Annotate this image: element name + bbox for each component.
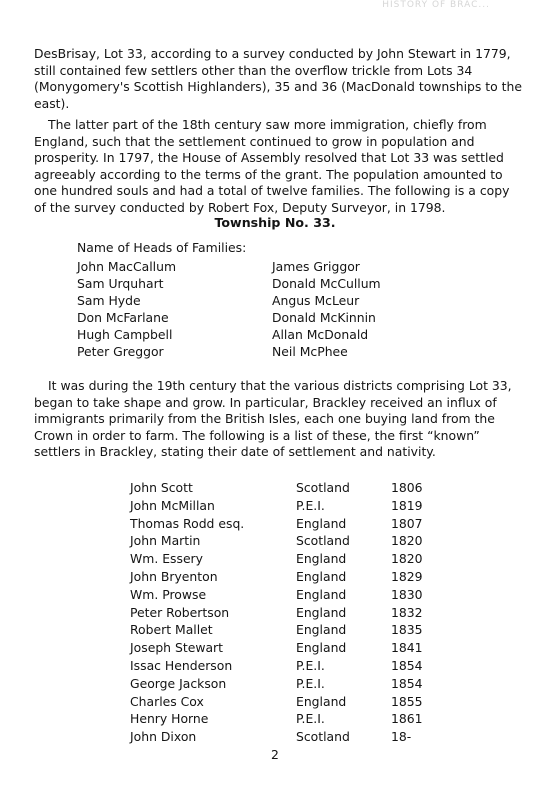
family-head: Peter Greggor [77,344,164,359]
settler-name: Wm. Essery [130,551,203,567]
settler-name: John Dixon [130,729,197,745]
settler-name: John Bryenton [130,568,218,584]
settler-name: Charles Cox [130,693,204,709]
settler-name: John McMillan [130,497,215,513]
settler-origin: England [296,640,347,656]
families-left-column [77,258,176,360]
family-head: Angus McLeur [272,293,360,308]
settler-origin: Scotland [296,533,350,549]
settler-origin: P.E.I. [296,675,325,691]
settler-name: Joseph Stewart [130,640,223,656]
settler-name: Thomas Rodd esq. [130,515,245,531]
family-head: Don McFarlane [77,310,169,325]
family-head: John MacCallum [77,259,177,274]
settler-year: 1854 [391,657,423,673]
paragraph-19th-century: It was during the 19th century that the various districts comprising Lot 33, began to take shape and grow. In particular, Brackley received an influx of immigrants primarily from the British Isles, each one buying land from the Crown in order to farm. The following is a list of these, the first “known” settlers in Brackley, stating their date of settlement and nativity. [34,378,512,459]
settler-year: 1861 [391,711,423,727]
settler-name: Henry Horne [130,711,209,727]
paragraph-18th-century: The latter part of the 18th century saw more immigration, chiefly from England, such that the settlement continued to grow in population and prosperity. In 1797, the House of Assembly resolved that Lot 33 was settled agreeably according to the terms of the grant. The population amounted to one hundred souls and had a total of twelve families. The following is a copy of the survey conducted by Robert Fox, Deputy Surveyor, in 1798. [34,117,510,215]
settler-origin: England [296,604,347,620]
settler-year: 1835 [391,622,423,638]
family-head: Neil McPhee [272,344,348,359]
family-head: Allan McDonald [272,327,369,342]
settler-origin: P.E.I. [296,711,325,727]
settler-year: 18- [391,729,412,745]
settler-year: 1820 [391,533,423,549]
settler-year: 1855 [391,693,423,709]
settler-origin: England [296,551,347,567]
settler-year: 1830 [391,586,423,602]
family-head: James Griggor [272,259,360,274]
paragraph-desbrisay: DesBrisay, Lot 33, according to a survey conducted by John Stewart in 1779, still contained few settlers other than the overflow trickle from Lots 34 (Monygomery's Scottish Highlanders), 35 and 36 (MacDonald townships to the east). [34,46,522,111]
family-head: Donald McCullum [272,276,381,291]
settler-year: 1807 [391,515,423,531]
bleed-through-header: HISTORY OF BRAC... [382,0,490,10]
settler-origin: England [296,622,347,638]
settler-name: John Martin [130,533,201,549]
township-heading: Township No. 33. [214,215,336,230]
settler-year: 1819 [391,497,423,513]
settler-year: 1841 [391,640,423,656]
settler-origin: England [296,515,347,531]
settler-origin: England [296,586,347,602]
settler-origin: Scotland [296,480,350,495]
settler-year: 1854 [391,675,423,691]
settler-origin: P.E.I. [296,657,325,673]
family-head: Sam Hyde [77,293,141,308]
settler-year: 1820 [391,551,423,567]
family-head: Sam Urquhart [77,276,164,291]
family-head: Hugh Campbell [77,327,173,342]
settler-name: Issac Henderson [130,657,233,673]
settler-name: George Jackson [130,675,227,691]
settler-year: 1806 [391,480,423,495]
settler-origin: Scotland [296,729,350,745]
family-head: Donald McKinnin [272,310,376,325]
settler-origin: England [296,693,347,709]
settler-name: John Scott [130,480,193,495]
settler-origin: P.E.I. [296,497,325,513]
settler-year: 1832 [391,604,423,620]
settler-year: 1829 [391,568,423,584]
families-title: Name of Heads of Families: [77,240,247,255]
families-right-column [272,258,381,360]
settler-name: Peter Robertson [130,604,230,620]
settler-origin: England [296,568,347,584]
settler-name: Robert Mallet [130,622,213,638]
page-number: 2 [271,747,279,762]
settler-name: Wm. Prowse [130,586,207,602]
